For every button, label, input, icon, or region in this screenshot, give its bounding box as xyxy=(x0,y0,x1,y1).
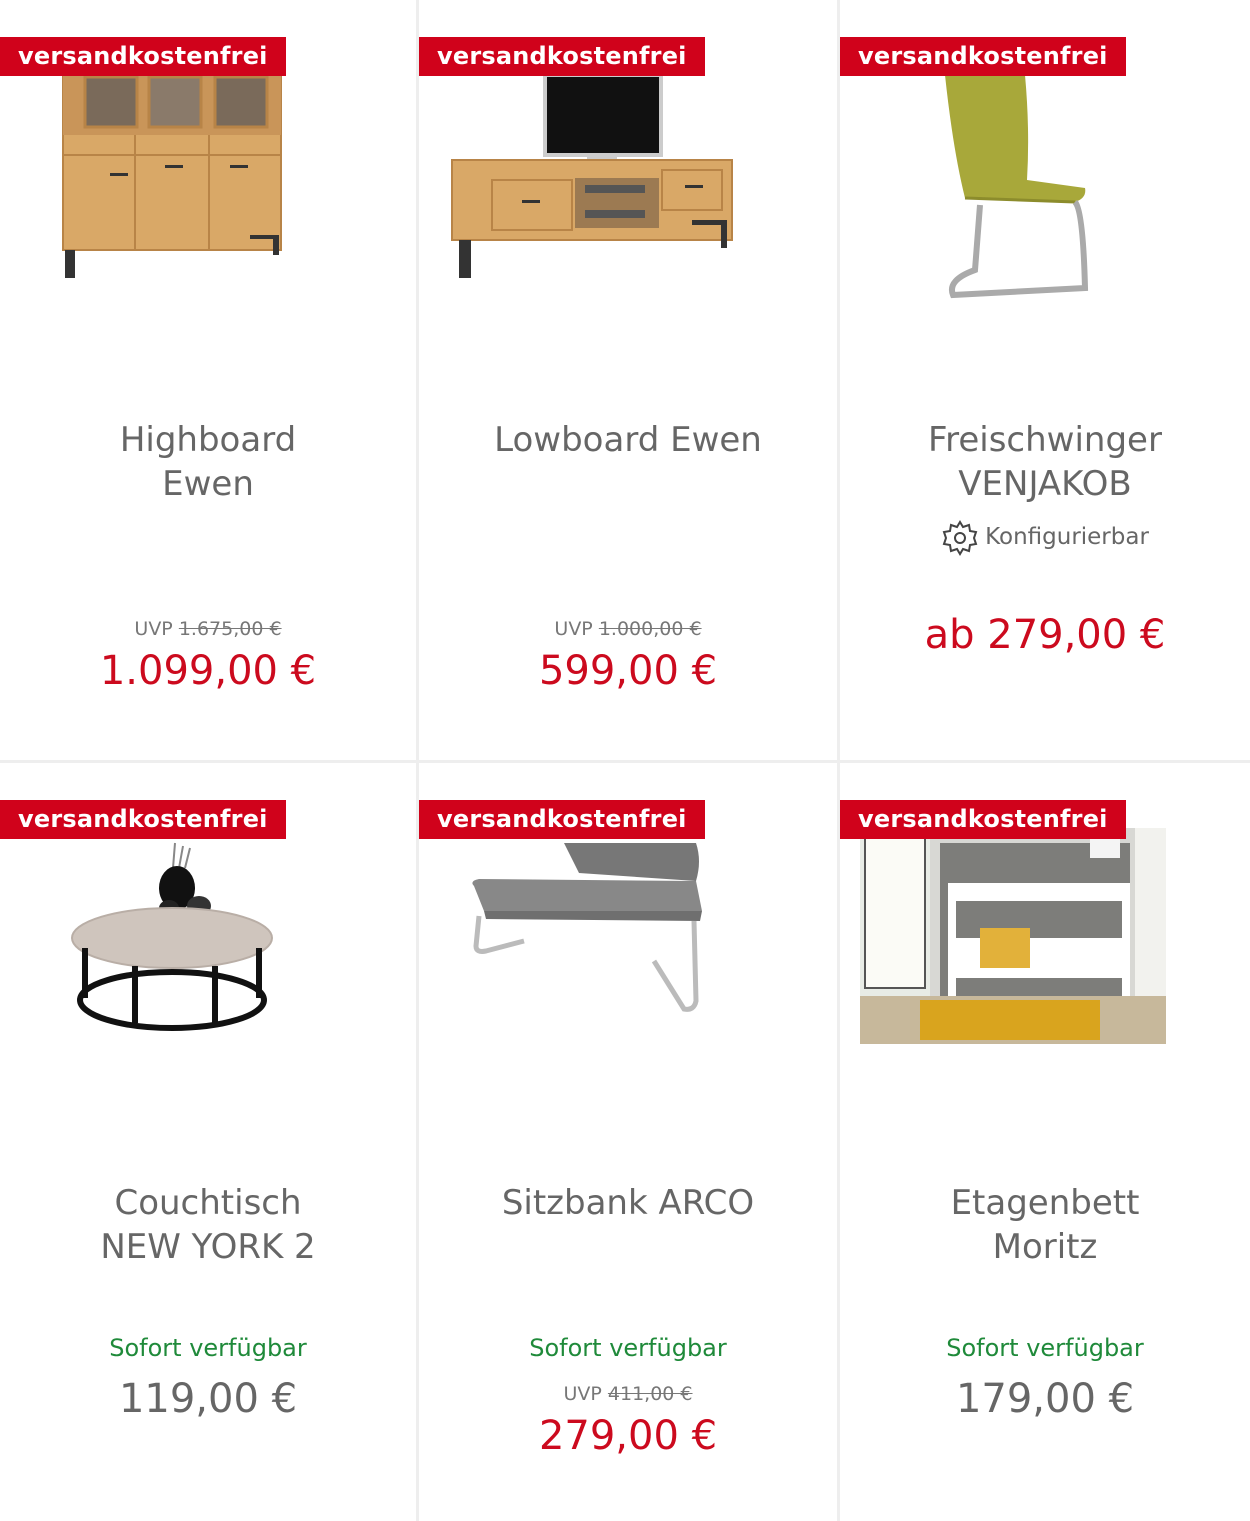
uvp-old-price: 1.000,00 € xyxy=(598,618,702,640)
product-title-line: Lowboard Ewen xyxy=(494,420,762,460)
product-title[interactable] xyxy=(419,418,837,462)
free-shipping-badge: versandkostenfrei xyxy=(0,800,286,839)
product-title-line: VENJAKOB xyxy=(958,464,1132,504)
uvp-price xyxy=(419,1383,837,1405)
uvp-label: UVP xyxy=(563,1383,602,1405)
product-price: 119,00 € xyxy=(118,1376,298,1422)
free-shipping-badge: versandkostenfrei xyxy=(419,800,705,839)
product-title[interactable] xyxy=(840,1181,1250,1269)
product-image[interactable] xyxy=(464,841,714,1031)
product-title-line: Freischwinger xyxy=(928,420,1162,460)
uvp-price xyxy=(0,618,416,640)
product-card-lowboard-ewen[interactable] xyxy=(419,0,837,760)
configurable-label: Konfigurierbar xyxy=(985,524,1149,550)
free-shipping-badge: versandkostenfrei xyxy=(419,37,705,76)
product-card-sitzbank-arco[interactable] xyxy=(419,763,837,1521)
product-image[interactable] xyxy=(447,70,737,285)
product-price: 1.099,00 € xyxy=(99,648,317,694)
product-title[interactable] xyxy=(419,1181,837,1225)
product-title[interactable] xyxy=(840,418,1250,506)
product-card-couchtisch-new-york-2[interactable] xyxy=(0,763,416,1521)
product-title-line: Highboard xyxy=(119,420,297,460)
free-shipping-badge: versandkostenfrei xyxy=(840,37,1126,76)
uvp-label: UVP xyxy=(554,618,593,640)
product-title[interactable] xyxy=(0,1181,416,1269)
uvp-label: UVP xyxy=(134,618,173,640)
product-price: 179,00 € xyxy=(955,1376,1135,1422)
uvp-old-price: 411,00 € xyxy=(607,1383,693,1405)
uvp-old-price: 1.675,00 € xyxy=(178,618,282,640)
product-price: 599,00 € xyxy=(538,648,718,694)
gear-icon xyxy=(941,519,979,557)
availability-status: Sofort verfügbar xyxy=(529,1334,727,1362)
free-shipping-badge: versandkostenfrei xyxy=(840,800,1126,839)
product-title-line: NEW YORK 2 xyxy=(100,1227,316,1267)
product-image[interactable] xyxy=(65,838,280,1038)
product-card-etagenbett-moritz[interactable] xyxy=(840,763,1250,1521)
product-title-line: Etagenbett xyxy=(950,1183,1140,1223)
product-card-freischwinger-venjakob[interactable] xyxy=(840,0,1250,760)
product-image[interactable] xyxy=(935,70,1095,310)
uvp-price xyxy=(419,618,837,640)
configurable-indicator xyxy=(840,518,1250,557)
availability-status: Sofort verfügbar xyxy=(946,1334,1144,1362)
product-price: ab 279,00 € xyxy=(924,612,1166,658)
product-title[interactable] xyxy=(0,418,416,506)
product-price: 279,00 € xyxy=(538,1413,718,1459)
product-title-line: Couchtisch xyxy=(114,1183,302,1223)
product-title-line: Sitzbank ARCO xyxy=(501,1183,755,1223)
availability-status: Sofort verfügbar xyxy=(109,1334,307,1362)
product-image[interactable] xyxy=(55,55,290,285)
free-shipping-badge: versandkostenfrei xyxy=(0,37,286,76)
product-card-highboard-ewen[interactable] xyxy=(0,0,416,760)
product-title-line: Ewen xyxy=(162,464,254,504)
product-title-line: Moritz xyxy=(992,1227,1098,1267)
product-image[interactable] xyxy=(860,828,1166,1044)
